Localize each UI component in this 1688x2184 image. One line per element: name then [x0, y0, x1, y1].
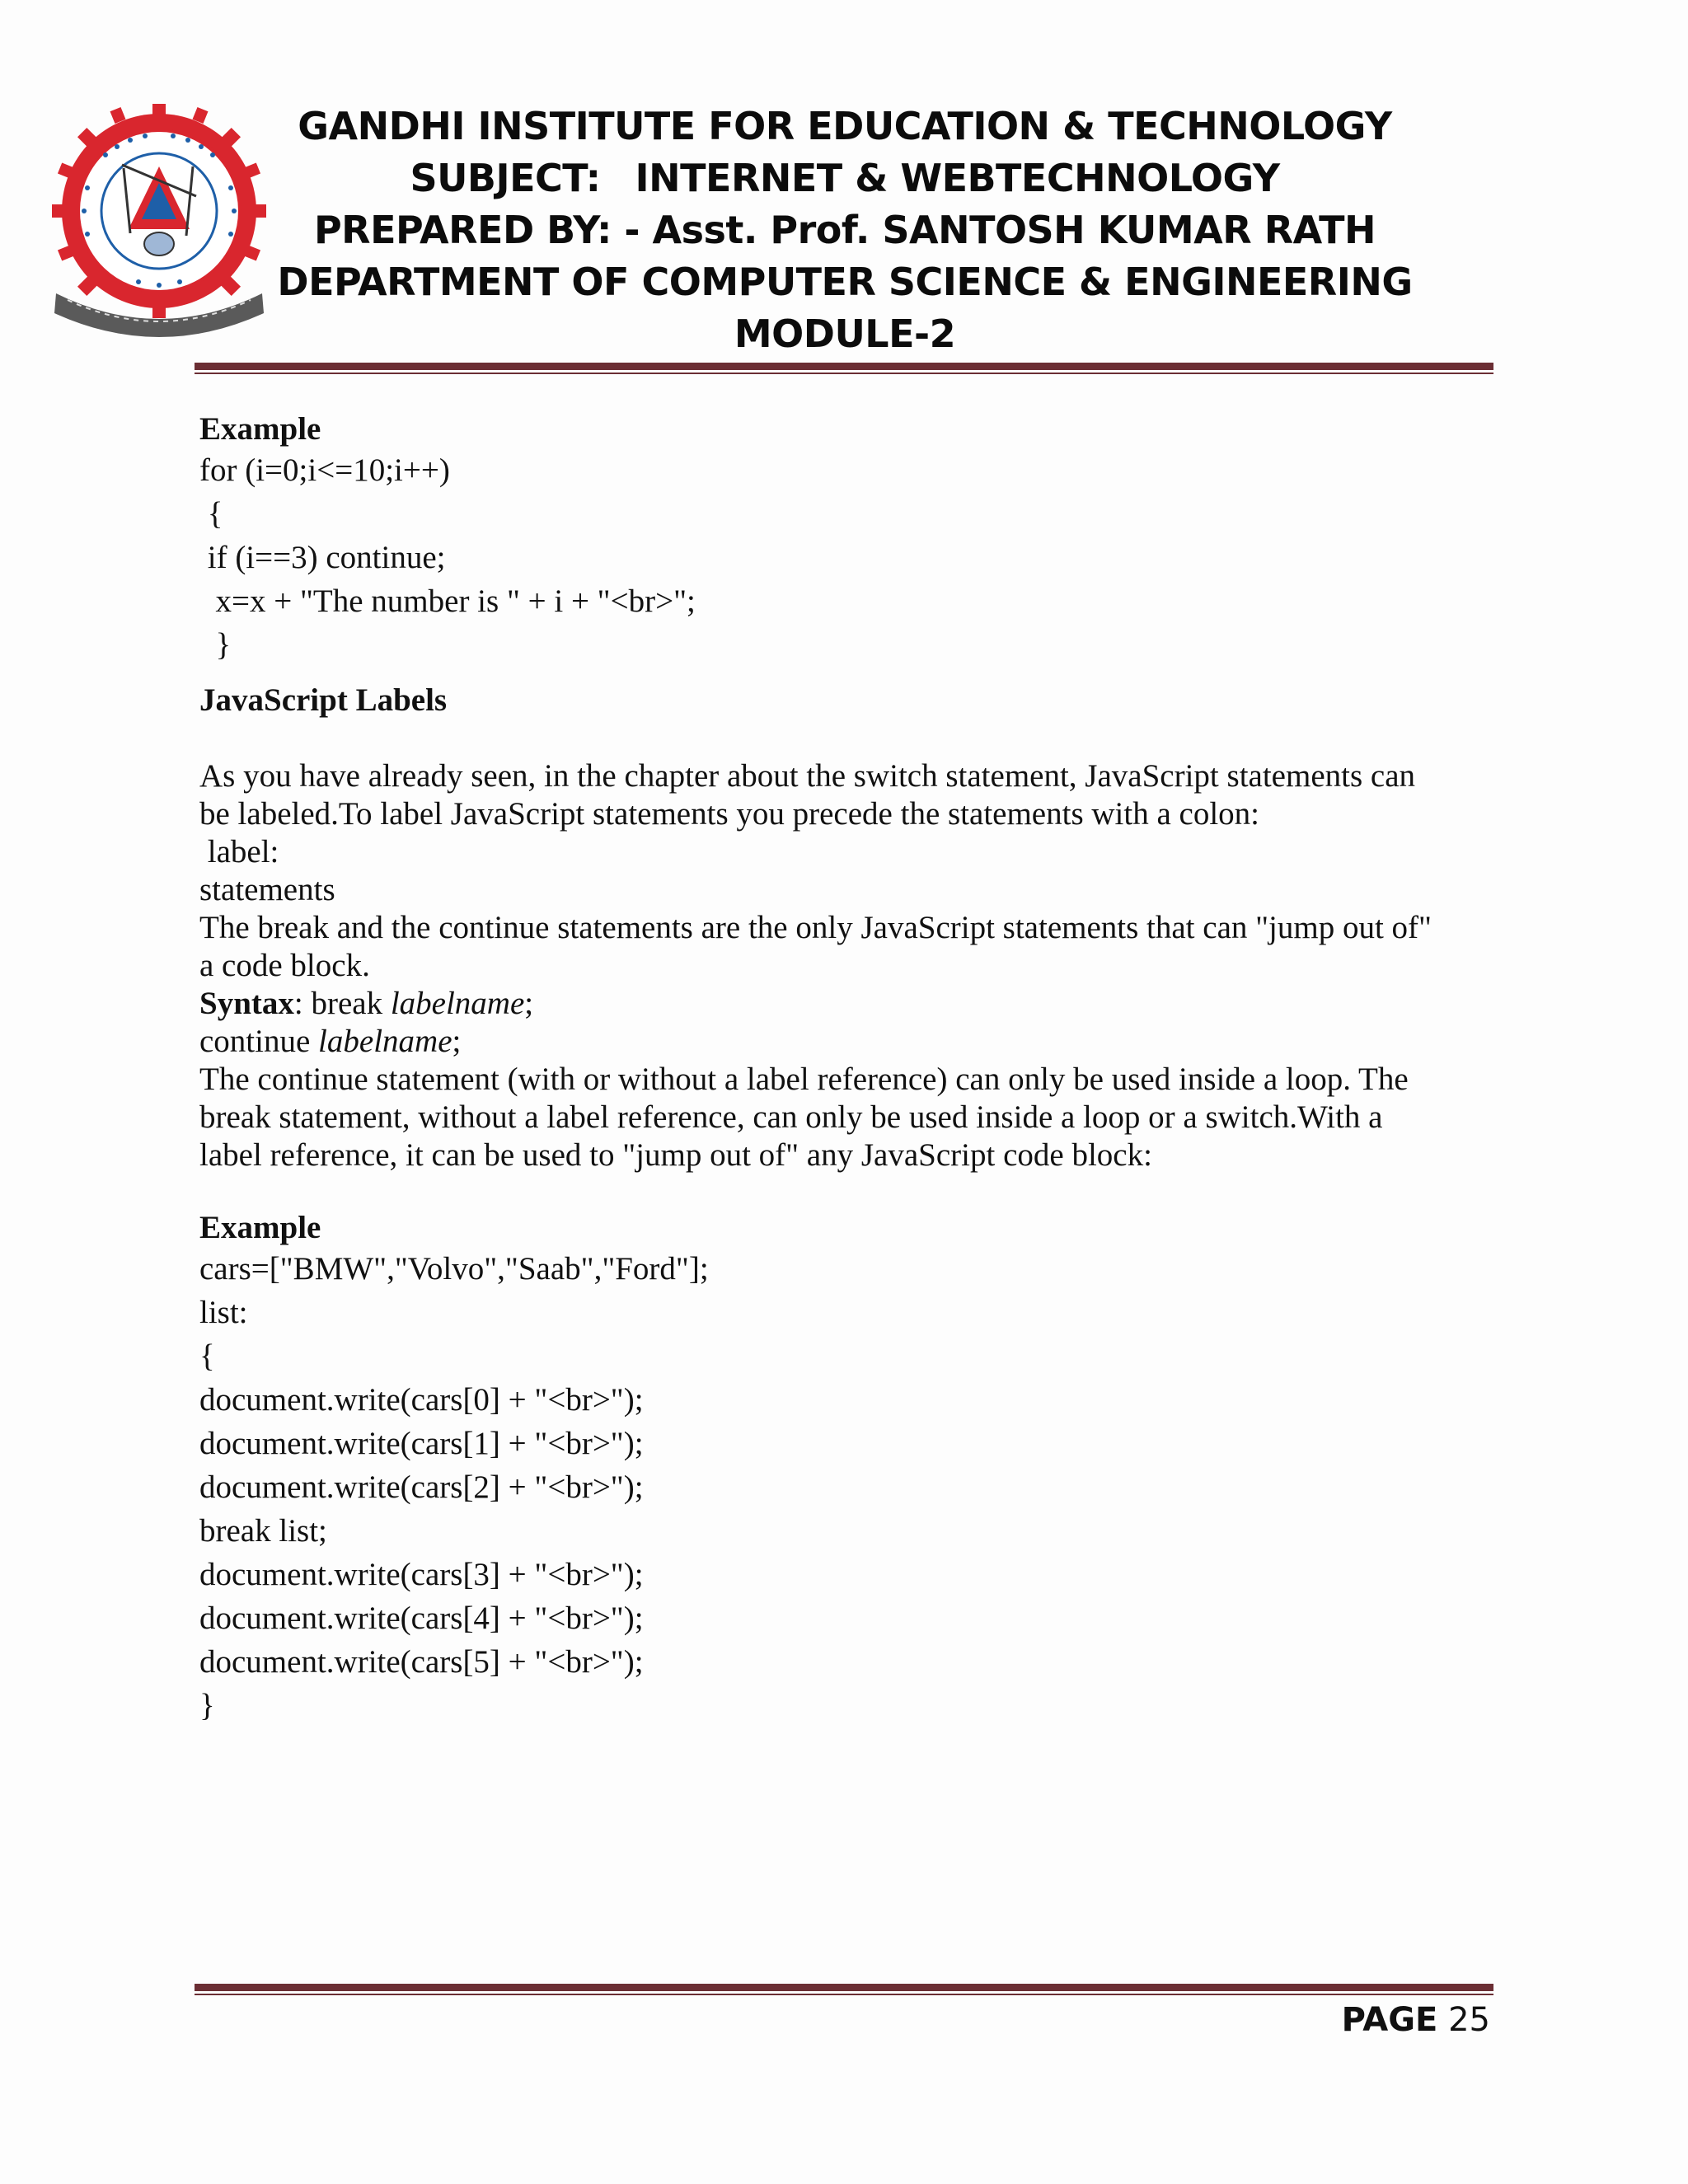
code-line: {	[199, 496, 223, 532]
code-line: list:	[199, 1295, 248, 1330]
subject-value: INTERNET & WEBTECHNOLOGY	[635, 156, 1280, 200]
code-line: document.write(cars[2] + "<br>");	[199, 1469, 644, 1505]
code-line: }	[199, 1688, 215, 1723]
semicolon: ;	[524, 986, 534, 1021]
page-number	[1342, 1997, 1490, 2043]
example2-heading: Example	[199, 1210, 321, 1245]
code-line: if (i==3) continue;	[199, 540, 446, 575]
code-line: document.write(cars[0] + "<br>");	[199, 1382, 644, 1418]
department-name: DEPARTMENT OF COMPUTER SCIENCE & ENGINEERING	[277, 260, 1413, 304]
example1-code	[199, 448, 1485, 667]
institute-name: GANDHI INSTITUTE FOR EDUCATION & TECHNOLOGY	[298, 104, 1392, 148]
code-line: }	[199, 627, 232, 663]
header-divider	[195, 363, 1493, 374]
semicolon: ;	[452, 1024, 462, 1059]
break-continue-line: The break and the continue statements are the only JavaScript statements that can "jump out of"	[199, 910, 1432, 945]
code-line: cars=["BMW","Volvo","Saab","Ford"];	[199, 1251, 709, 1286]
page-label: PAGE	[1341, 2001, 1438, 2039]
code-line: document.write(cars[1] + "<br>");	[199, 1426, 644, 1461]
labelname-term: labelname	[318, 1024, 452, 1059]
syntax-break-text: : break	[293, 986, 391, 1021]
continue-explanation-line: break statement, without a label reference, can only be used inside a loop or a switch.With a	[199, 1099, 1383, 1135]
example1-heading: Example	[199, 411, 321, 447]
footer-divider	[195, 1984, 1493, 1995]
subject-label: SUBJECT:	[410, 156, 601, 200]
labels-heading: JavaScript Labels	[199, 682, 448, 718]
labels-intro-line: As you have already seen, in the chapter about the switch statement, JavaScript statements can	[199, 758, 1416, 794]
statements-example-line: statements	[199, 872, 335, 907]
page-number-value: 25	[1448, 2001, 1490, 2039]
break-continue-line: a code block.	[199, 948, 370, 983]
continue-word: continue	[199, 1024, 319, 1059]
code-line: document.write(cars[5] + "<br>");	[199, 1644, 644, 1680]
syntax-continue-line	[199, 1023, 1485, 1061]
labelname-term: labelname	[390, 986, 525, 1021]
institute-logo	[48, 97, 270, 344]
document-header	[272, 101, 1418, 360]
prepared-by: PREPARED BY: - Asst. Prof. SANTOSH KUMAR RATH	[313, 208, 1376, 252]
code-line: x=x + "The number is " + i + "<br>";	[199, 583, 696, 619]
code-line: break list;	[199, 1513, 327, 1549]
code-line: {	[199, 1338, 215, 1374]
code-line: document.write(cars[3] + "<br>");	[199, 1557, 644, 1592]
labels-intro-line: be labeled.To label JavaScript statements you precede the statements with a colon:	[199, 796, 1260, 832]
syntax-break-line	[199, 985, 1485, 1023]
page-content	[199, 410, 1485, 1727]
example2-code	[199, 1247, 1485, 1727]
continue-explanation-line: label reference, it can be used to "jump out of" any JavaScript code block:	[199, 1137, 1152, 1173]
label-example-line: label:	[199, 834, 279, 869]
continue-explanation-line: The continue statement (with or without a label reference) can only be used inside a loop. The	[199, 1062, 1409, 1097]
code-line: for (i=0;i<=10;i++)	[199, 452, 450, 488]
syntax-label: Syntax	[199, 986, 294, 1021]
code-line: document.write(cars[4] + "<br>");	[199, 1601, 644, 1636]
module-title: MODULE-2	[734, 312, 956, 356]
subject-line	[272, 152, 1418, 204]
